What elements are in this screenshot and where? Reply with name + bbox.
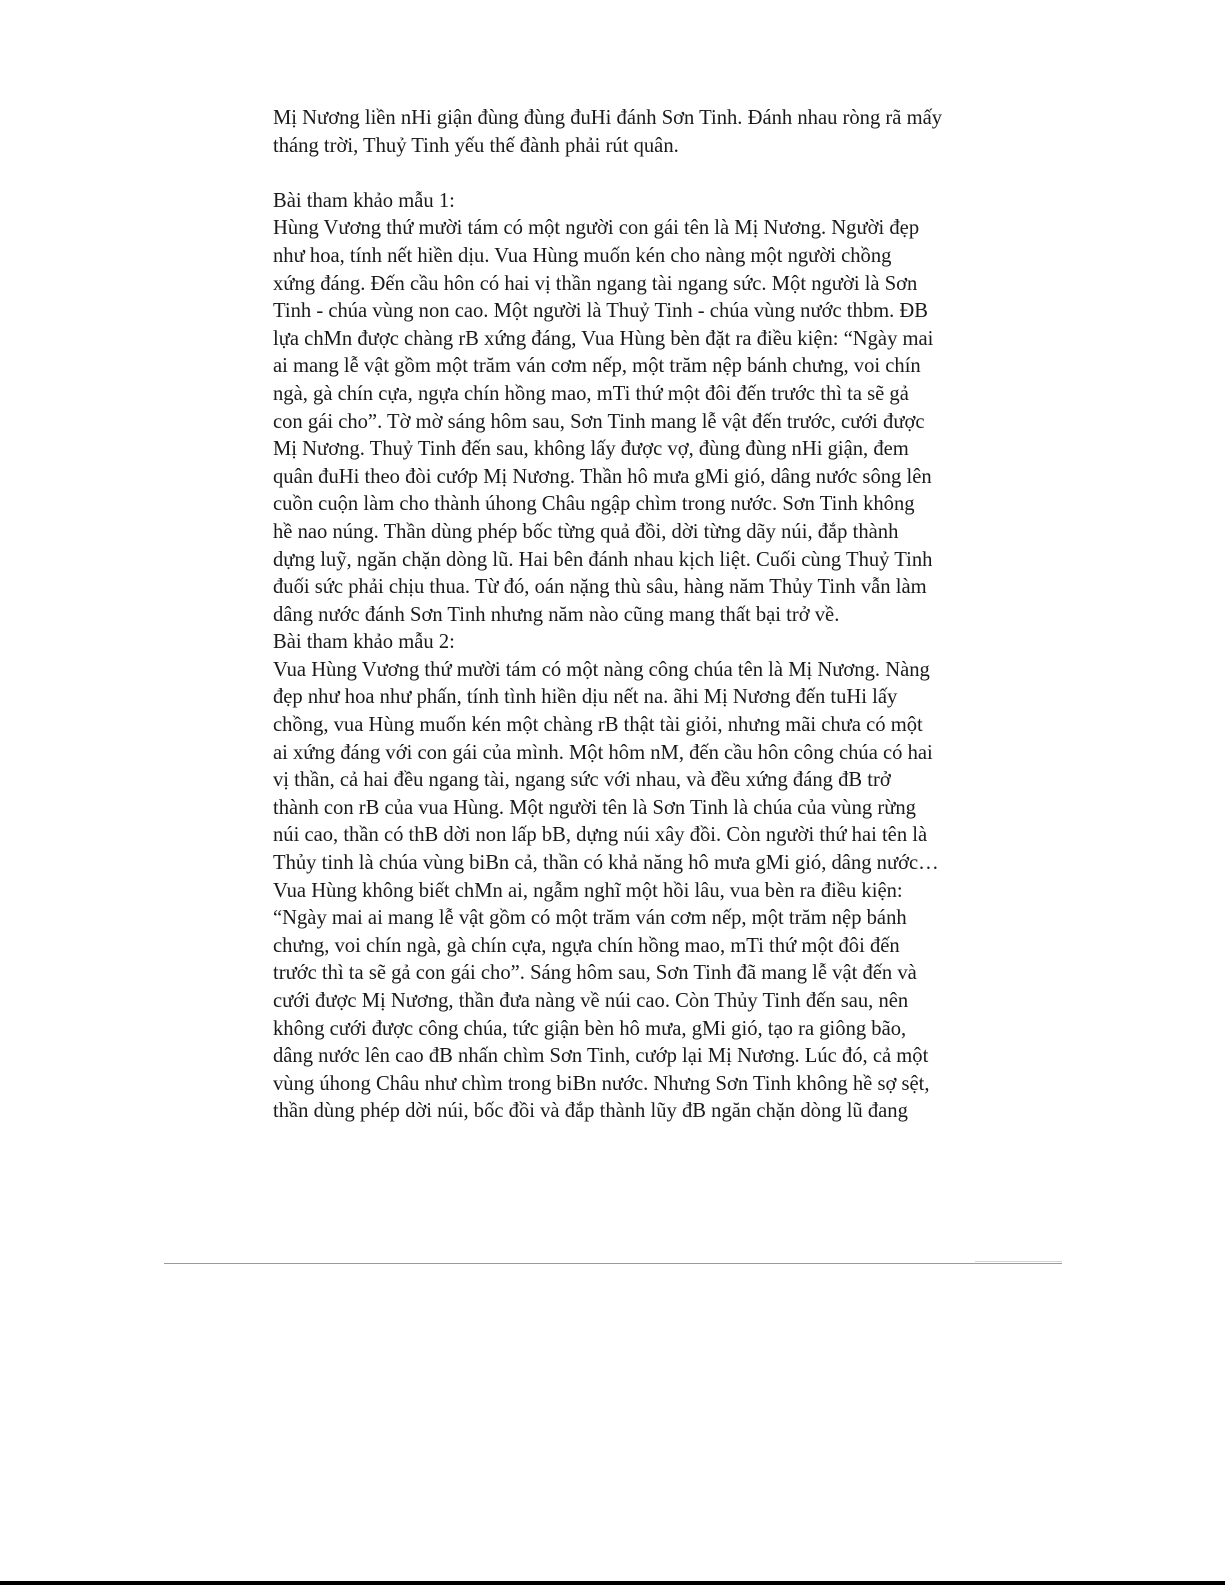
text-line: vùng úhong Châu như chìm trong biBn nước. Nhưng Sơn Tinh không hề sợ sệt, (273, 1072, 930, 1095)
text-line: Hùng Vương thứ mười tám có một người con gái tên là Mị Nương. Người đẹp (273, 217, 920, 240)
text-line: dựng luỹ, ngăn chặn dòng lũ. Hai bên đánh nhau kịch liệt. Cuối cùng Thuỷ Tinh (273, 548, 933, 571)
text-line: Vua Hùng Vương thứ mười tám có một nàng công chúa tên là Mị Nương. Nàng (273, 658, 930, 681)
text-line: “Ngày mai ai mang lễ vật gồm có một trăm ván cơm nếp, một trăm nệp bánh (273, 907, 907, 930)
text-line: cưới được Mị Nương, thần đưa nàng về núi cao. Còn Thủy Tinh đến sau, nên (273, 990, 909, 1012)
footer-divider (164, 1263, 1062, 1264)
text-line: xứng đáng. Đến cầu hôn có hai vị thần ngang tài ngang sức. Một người là Sơn (273, 272, 918, 295)
text-line: núi cao, thần có thB dời non lấp bB, dựng núi xây đồi. Còn người thứ hai tên là (273, 824, 928, 847)
text-line: lựa chMn được chàng rB xứng đáng, Vua Hùng bèn đặt ra điều kiện: “Ngày mai (273, 327, 934, 350)
text-line: ai mang lễ vật gồm một trăm ván cơm nếp, một trăm nệp bánh chưng, voi chín (273, 355, 921, 378)
text-line: dâng nước lên cao đB nhấn chìm Sơn Tinh, cướp lại Mị Nương. Lúc đó, cả một (273, 1045, 929, 1068)
text-line: đẹp như hoa như phấn, tính tình hiền dịu nết na. ãhi Mị Nương đến tuHi lấy (273, 686, 898, 709)
text-line: dâng nước đánh Sơn Tinh nhưng năm nào cũng mang thất bại trở về. (273, 603, 840, 626)
document-body (273, 105, 973, 1126)
text-line: vị thần, cả hai đều ngang tài, ngang sức với nhau, và đều xứng đáng đB trở (273, 769, 891, 792)
text-line: Bài tham khảo mẫu 2: (273, 631, 455, 654)
text-line: như hoa, tính nết hiền dịu. Vua Hùng muốn kén cho nàng một người chồng (273, 244, 892, 267)
text-line: cuồn cuộn làm cho thành úhong Châu ngập chìm trong nước. Sơn Tinh không (273, 493, 915, 516)
text-line: chồng, vua Hùng muốn kén một chàng rB thật tài giỏi, nhưng mãi chưa có một (273, 714, 923, 737)
text-line: Tinh - chúa vùng non cao. Một người là Thuỷ Tinh - chúa vùng nước thbm. ĐB (273, 300, 929, 323)
text-line: hề nao núng. Thần dùng phép bốc từng quả đồi, dời từng dãy núi, đắp thành (273, 520, 899, 543)
text-line: tháng trời, Thuỷ Tinh yếu thế đành phải rút quân. (273, 134, 679, 157)
text-line: Bài tham khảo mẫu 1: (273, 189, 455, 212)
text-line: Thủy tinh là chúa vùng biBn cả, thần có khả năng hô mưa gMi gió, dâng nước… (273, 852, 939, 875)
text-line: đuối sức phải chịu thua. Từ đó, oán nặng thù sâu, hàng năm Thủy Tinh vẫn làm (273, 576, 927, 599)
text-line: trước thì ta sẽ gả con gái cho”. Sáng hôm sau, Sơn Tinh đã mang lễ vật đến và (273, 962, 917, 985)
page-bottom-border (0, 1581, 1225, 1585)
text-line: ngà, gà chín cựa, ngựa chín hồng mao, mTi thứ một đôi đến trước thì ta sẽ gả (273, 382, 909, 405)
text-line: thành con rB của vua Hùng. Một người tên là Sơn Tinh là chúa của vùng rừng (273, 796, 916, 819)
text-line: con gái cho”. Tờ mờ sáng hôm sau, Sơn Tinh mang lễ vật đến trước, cưới được (273, 410, 925, 433)
text-line: chưng, voi chín ngà, gà chín cựa, ngựa chín hồng mao, mTi thứ một đôi đến (273, 934, 900, 957)
text-line: không cưới được công chúa, tức giận bèn hô mưa, gMi gió, tạo ra giông bão, (273, 1017, 907, 1040)
text-line: Vua Hùng không biết chMn ai, ngẫm nghĩ một hồi lâu, vua bèn ra điều kiện: (273, 879, 903, 902)
footer-divider-faint (975, 1261, 1062, 1262)
text-line: thần dùng phép dời núi, bốc đồi và đắp thành lũy đB ngăn chặn dòng lũ đang (273, 1100, 908, 1123)
text-line: ai xứng đáng với con gái của mình. Một hôm nM, đến cầu hôn công chúa có hai (273, 741, 933, 764)
text-line: quân đuHi theo đòi cướp Mị Nương. Thần hô mưa gMi gió, dâng nước sông lên (273, 465, 932, 488)
text-line: Mị Nương. Thuỷ Tinh đến sau, không lấy được vợ, đùng đùng nHi giận, đem (273, 438, 909, 461)
text-line: Mị Nương liền nHi giận đùng đùng đuHi đánh Sơn Tinh. Đánh nhau ròng rã mấy (273, 107, 943, 129)
paragraph-gap (273, 160, 973, 188)
